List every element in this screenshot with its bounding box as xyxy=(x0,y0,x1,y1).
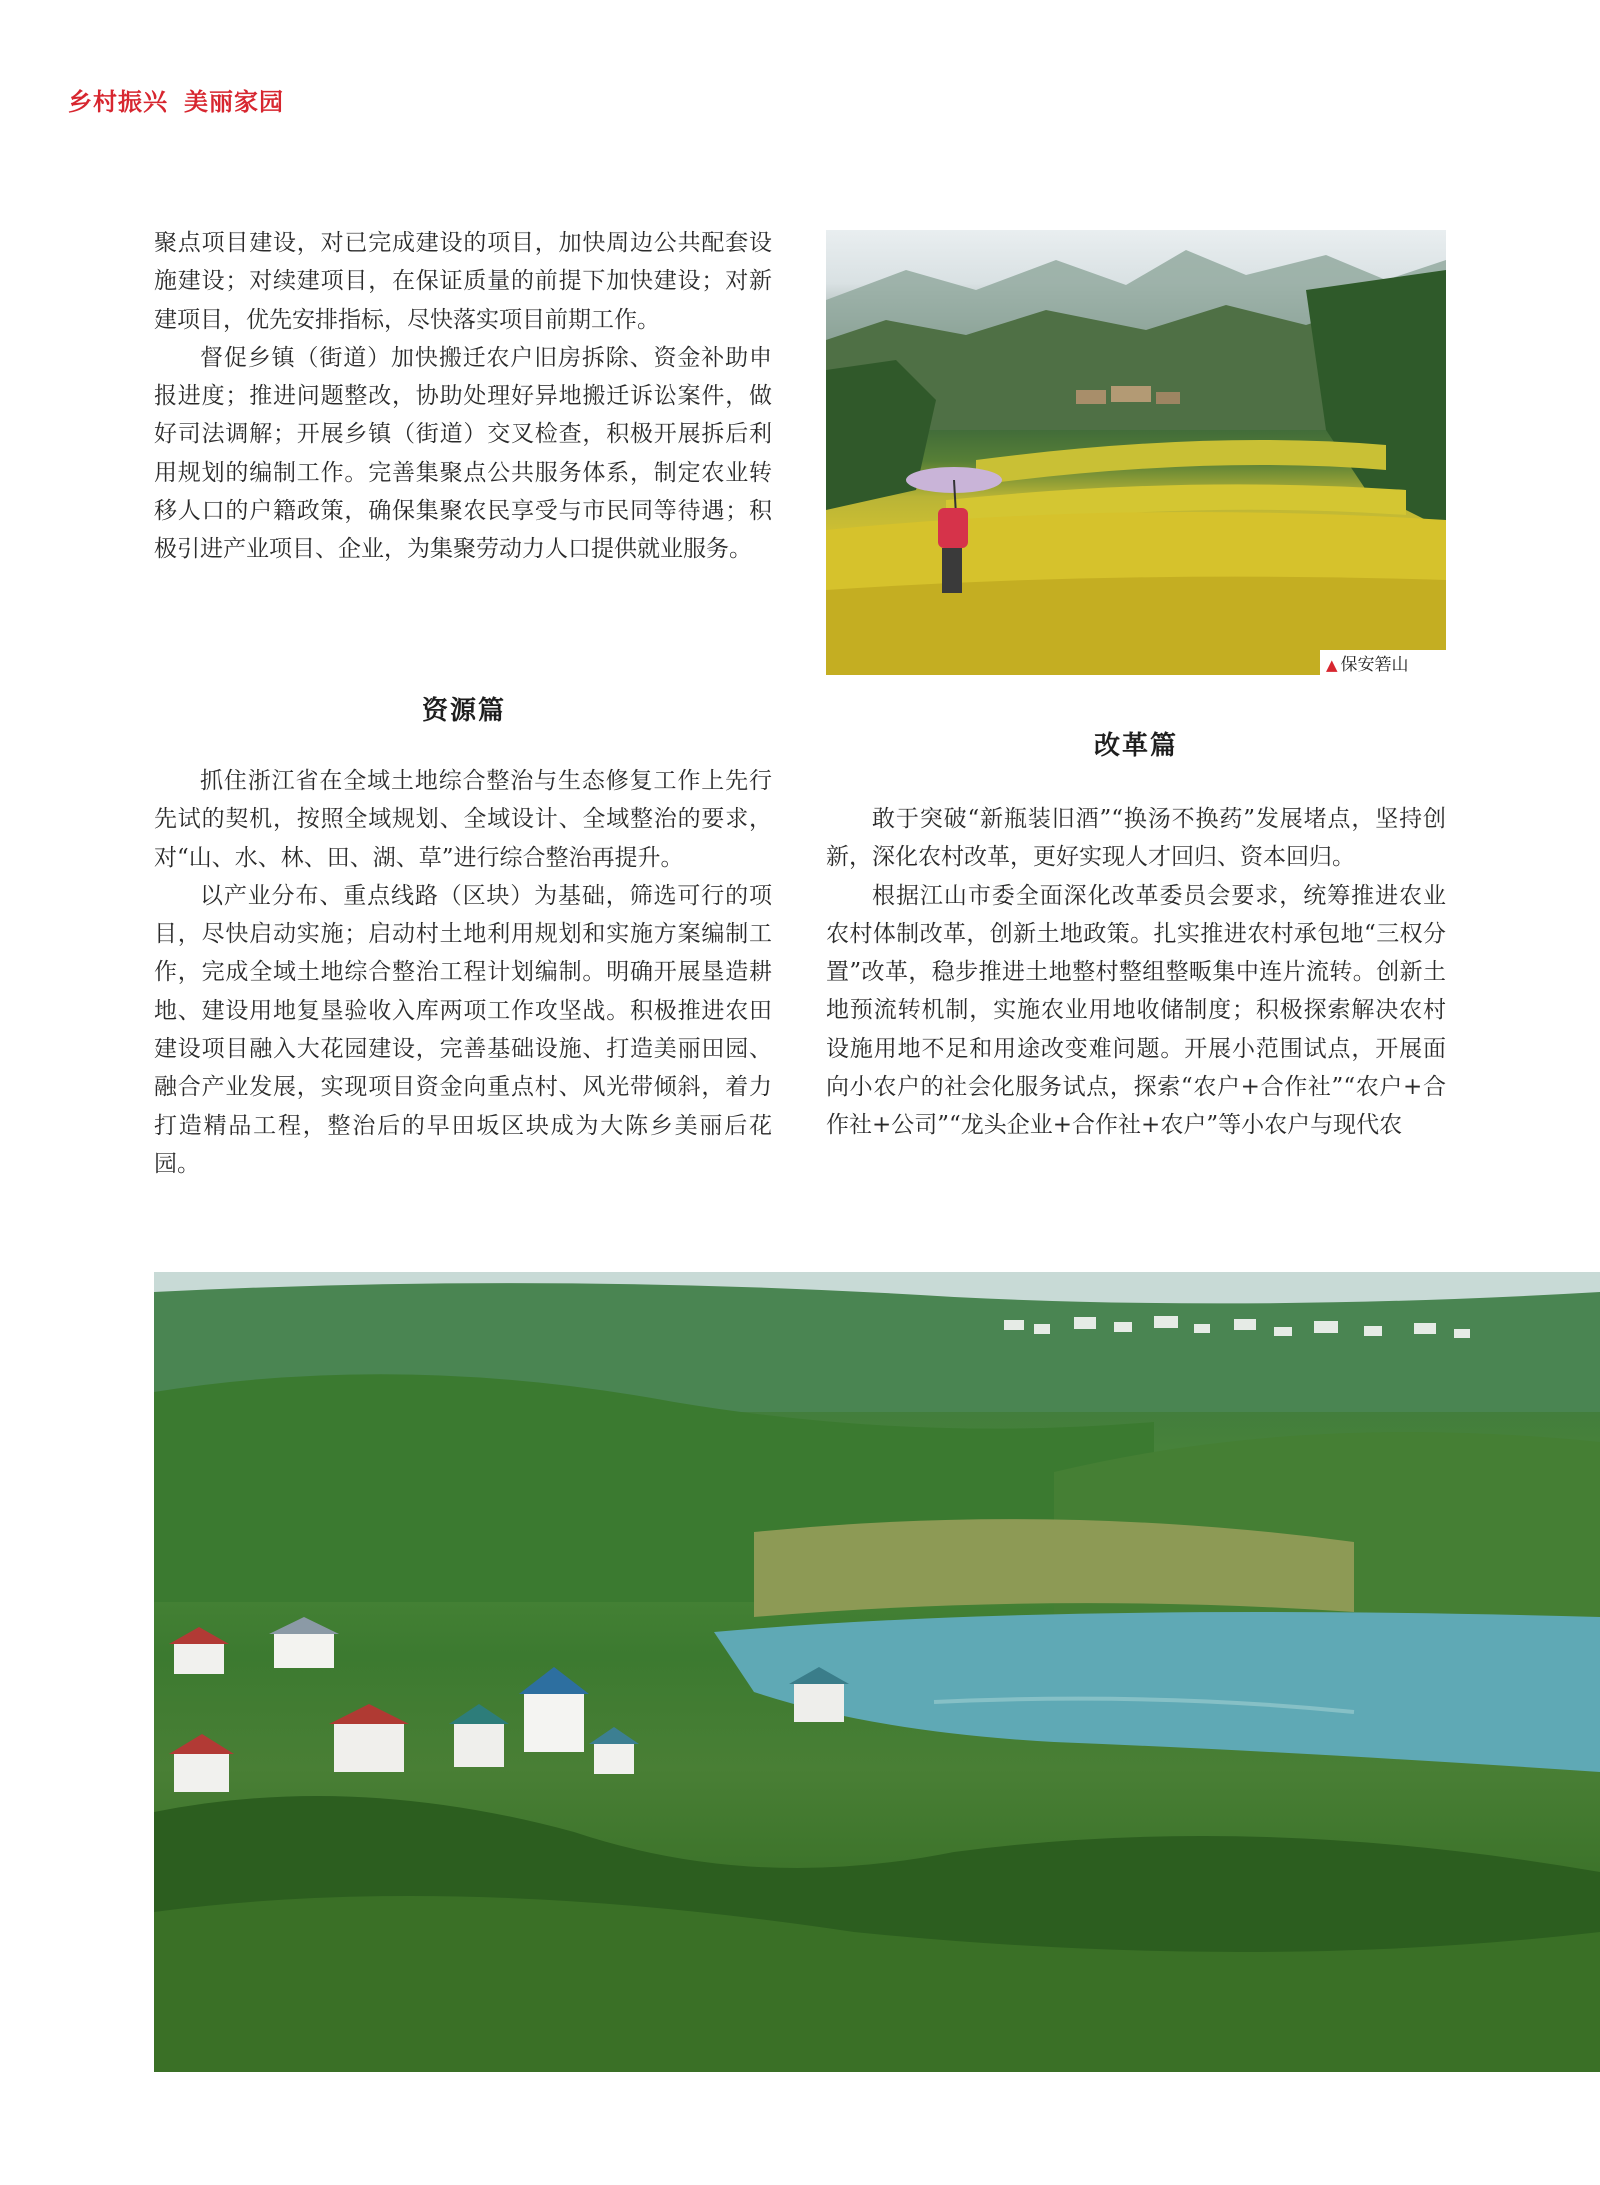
rapeseed-field-photo xyxy=(826,230,1446,675)
paragraph: 督促乡镇（街道）加快搬迁农户旧房拆除、资金补助申报进度；推进问题整改，协助处理好异地搬迁诉讼案件，做好司法调解；开展乡镇（街道）交叉检查，积极开展拆后利用规划的编制工作。完善集聚点公共服务体系，制定农业转移人口的户籍政策，确保集聚农民享受与市民同等待遇；积极引进产业项目、企业，为集聚劳动力人口提供就业服务。 xyxy=(154,344,772,563)
paragraph: 聚点项目建设，对已完成建设的项目，加快周边公共配套设施建设；对续建项目，在保证质量的前提下加快建设；对新建项目，优先安排指标，尽快落实项目前期工作。 xyxy=(154,230,772,333)
paragraph: 抓住浙江省在全域土地综合整治与生态修复工作上先行先试的契机，按照全域规划、全域设计、全域整治的要求，对“山、水、林、田、湖、草”进行综合整治再提升。 xyxy=(154,768,772,871)
paragraph: 以产业分布、重点线路（区块）为基础，筛选可行的项目，尽快启动实施；启动村土地利用规划和实施方案编制工作，完成全域土地综合整治工程计划编制。明确开展垦造耕地、建设用地复垦验收入库两项工作攻坚战。积极推进农田建设项目融入大花园建设，完善基础设施、打造美丽田园、融合产业发展，实现项目资金向重点村、风光带倾斜，着力打造精品工程，整治后的早田坂区块成为大陈乡美丽后花园。 xyxy=(154,882,772,1177)
header-title-part1: 乡村振兴 xyxy=(68,88,168,116)
page-header xyxy=(68,82,284,117)
left-column-text xyxy=(154,224,772,569)
lake-landscape-illustration xyxy=(154,1272,1600,2072)
section-title-ziyuan: 资源篇 xyxy=(422,696,507,726)
triangle-marker-icon: ▲ xyxy=(1326,656,1338,674)
section-title-gaige: 改革篇 xyxy=(1094,731,1179,761)
photo-caption xyxy=(1320,650,1446,680)
paragraph: 敢于突破“新瓶装旧酒”“换汤不换药”发展堵点，坚持创新，深化农村改革，更好实现人才回归、资本回归。 xyxy=(826,806,1446,871)
rapeseed-field-illustration xyxy=(826,230,1446,675)
header-title-part2: 美丽家园 xyxy=(184,88,284,116)
lake-landscape-photo xyxy=(154,1272,1600,2072)
paragraph: 根据江山市委全面深化改革委员会要求，统筹推进农业农村体制改革，创新土地政策。扎实推进农村承包地“三权分置”改革，稳步推进土地整村整组整畈集中连片流转。创新土地预流转机制，实施农业用地收储制度；积极探索解决农村设施用地不足和用途改变难问题。开展小范围试点，开展面向小农户的社会化服务试点，探索“农户+合作社”“农户+合作社+公司”“龙头企业+合作社+农户”等小农户与现代农 xyxy=(826,882,1446,1139)
caption-text: 保安箬山 xyxy=(1340,655,1409,675)
section-ziyuan-body xyxy=(154,762,772,1183)
section-gaige-body xyxy=(826,800,1446,1145)
